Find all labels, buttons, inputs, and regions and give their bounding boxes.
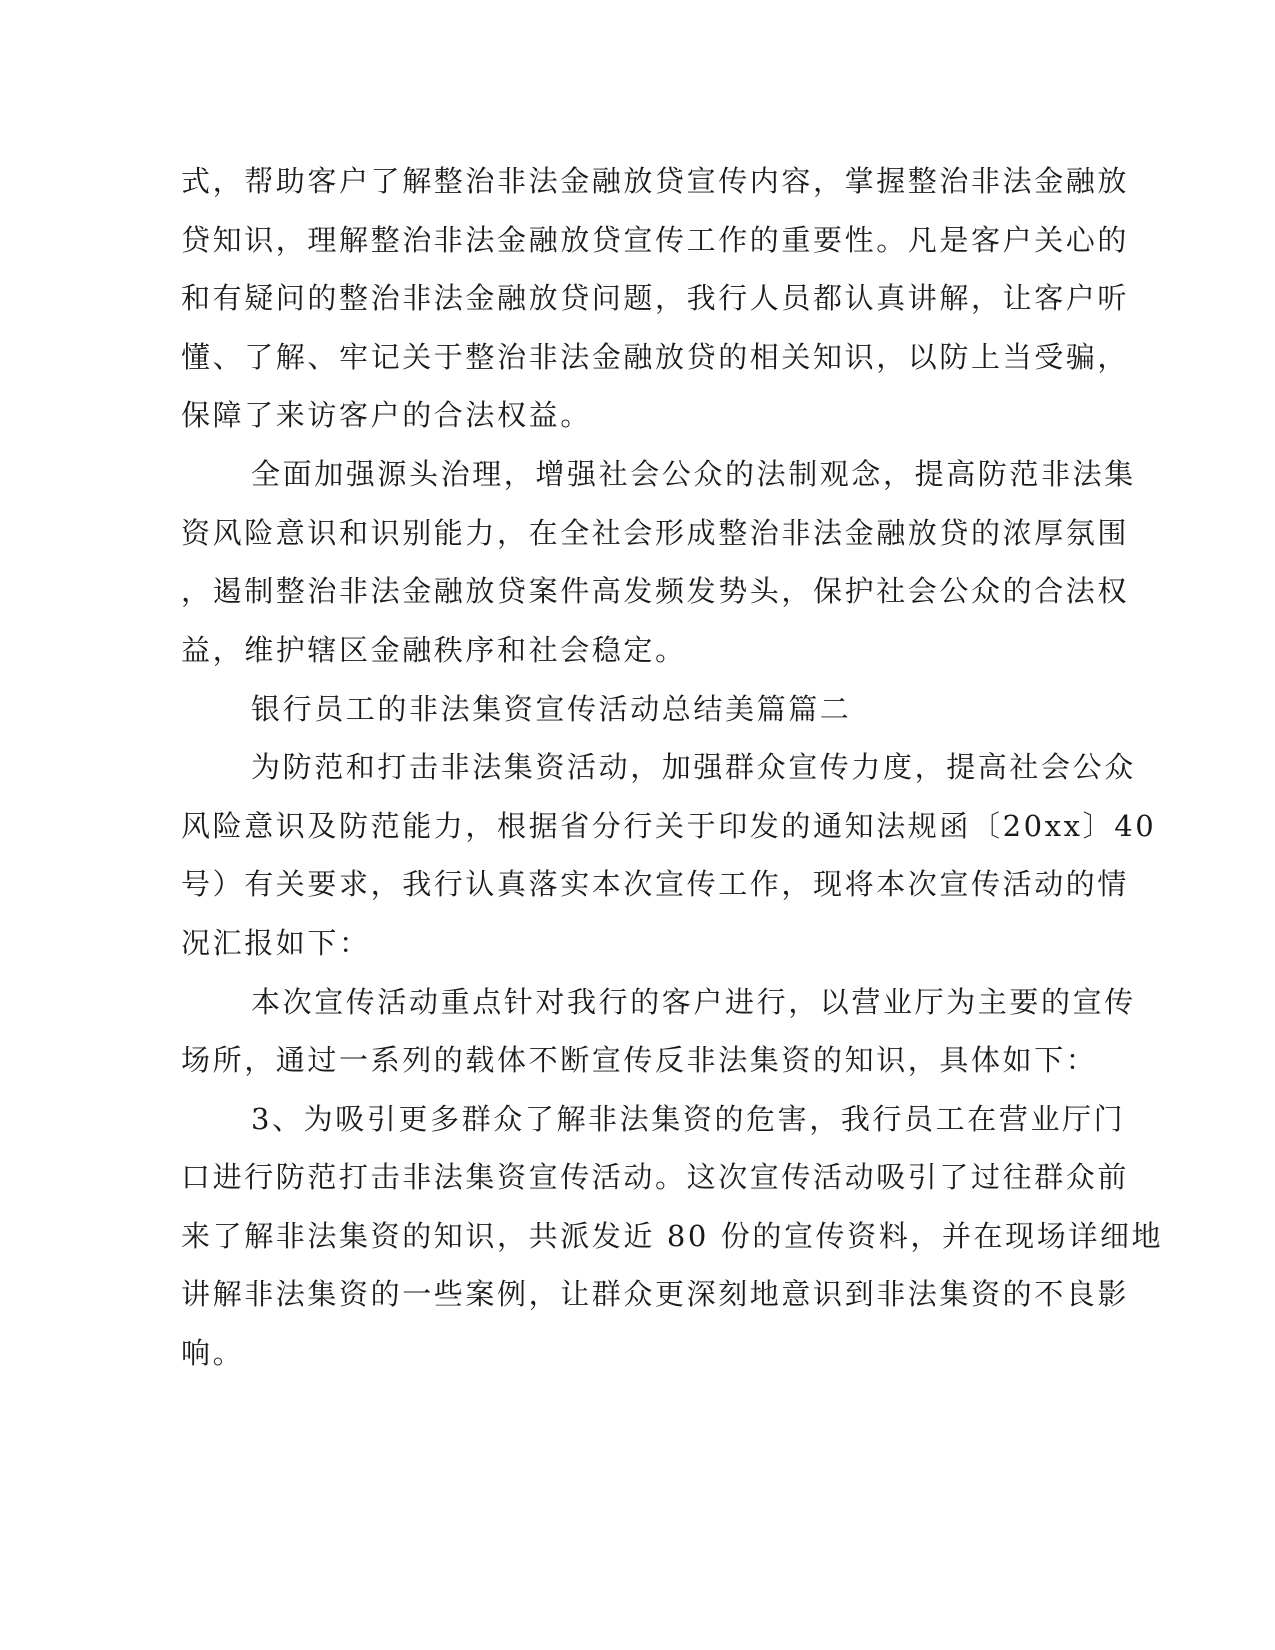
section-heading: 银行员工的非法集资宣传活动总结美篇篇二 [251, 692, 852, 726]
paragraph-1-line-5: 保障了来访客户的合法权益。 [181, 398, 592, 432]
paragraph-1-line-2: 贷知识，理解整治非法金融放贷宣传工作的重要性。凡是客户关心的 [181, 223, 1130, 257]
paragraph-1-line-4: 懂、了解、牢记关于整治非法金融放贷的相关知识，以防上当受骗， [181, 340, 1130, 374]
paragraph-5-line-2: 口进行防范打击非法集资宣传活动。这次宣传活动吸引了过往群众前 [181, 1160, 1130, 1194]
paragraph-3-line-1: 为防范和打击非法集资活动，加强群众宣传力度，提高社会公众 [251, 750, 1136, 784]
paragraph-5-line-3: 来了解非法集资的知识，共派发近 80 份的宣传资料，并在现场详细地 [181, 1219, 1164, 1253]
paragraph-5-line-5: 响。 [181, 1336, 245, 1370]
paragraph-3-line-4: 况汇报如下： [181, 926, 371, 960]
paragraph-2-line-3: ，遏制整治非法金融放贷案件高发频发势头，保护社会公众的合法权 [181, 574, 1130, 608]
paragraph-2-line-2: 资风险意识和识别能力，在全社会形成整治非法金融放贷的浓厚氛围 [181, 516, 1130, 550]
paragraph-3-line-2: 风险意识及防范能力，根据省分行关于印发的通知法规函〔20xx〕40 [181, 809, 1157, 843]
paragraph-5-line-1: 3、为吸引更多群众了解非法集资的危害，我行员工在营业厅门 [251, 1102, 1126, 1136]
paragraph-4-line-1: 本次宣传活动重点针对我行的客户进行，以营业厅为主要的宣传 [251, 985, 1136, 1019]
paragraph-1-line-1: 式，帮助客户了解整治非法金融放贷宣传内容，掌握整治非法金融放 [181, 164, 1130, 198]
paragraph-5-line-4: 讲解非法集资的一些案例，让群众更深刻地意识到非法集资的不良影 [181, 1277, 1130, 1311]
paragraph-1-line-3: 和有疑问的整治非法金融放贷问题，我行人员都认真讲解，让客户听 [181, 281, 1130, 315]
paragraph-2-line-1: 全面加强源头治理，增强社会公众的法制观念，提高防范非法集 [251, 457, 1136, 491]
paragraph-3-line-3: 号）有关要求，我行认真落实本次宣传工作，现将本次宣传活动的情 [181, 867, 1130, 901]
paragraph-2-line-4: 益，维护辖区金融秩序和社会稳定。 [181, 633, 687, 667]
paragraph-4-line-2: 场所，通过一系列的载体不断宣传反非法集资的知识，具体如下： [181, 1043, 1098, 1077]
